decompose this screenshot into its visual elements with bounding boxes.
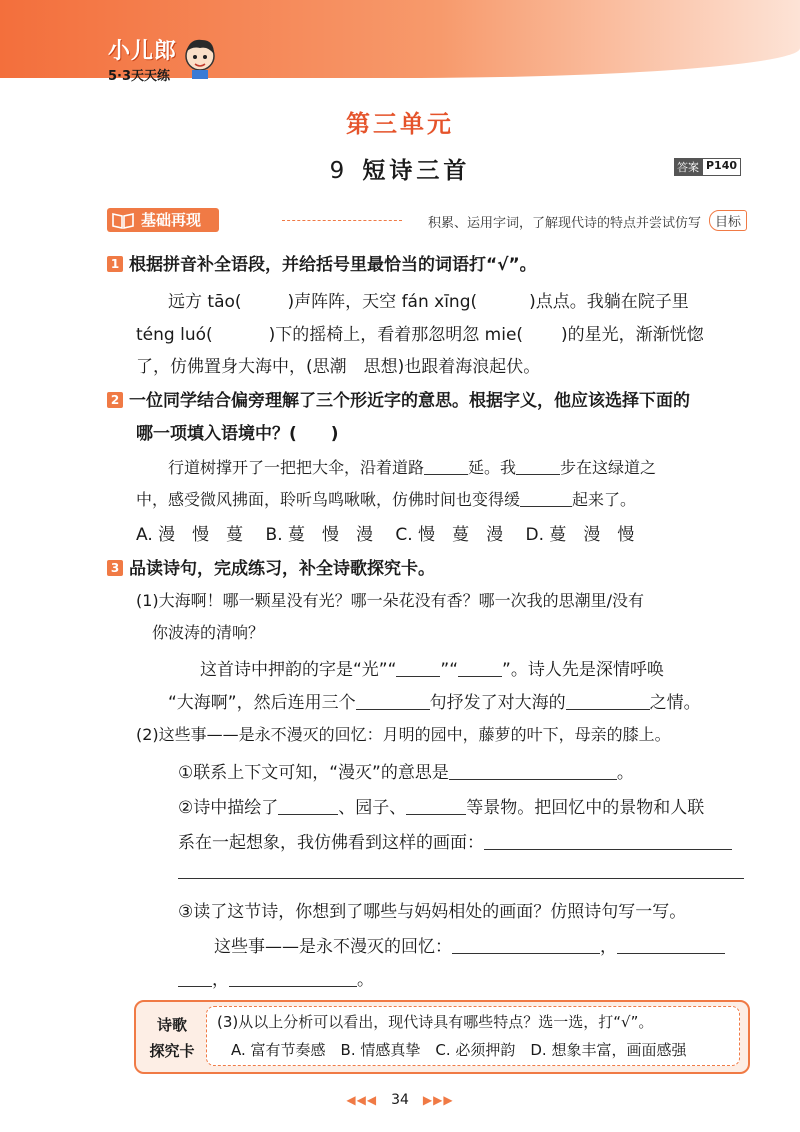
q3-blank-9[interactable] bbox=[452, 937, 600, 954]
section-name: 基础再现 bbox=[141, 211, 202, 229]
q3-blank-4[interactable] bbox=[566, 693, 650, 710]
q2-prompt-2: 哪一项填入语境中？( ) bbox=[136, 424, 339, 444]
prev-arrows-icon: ◀◀◀ bbox=[346, 1093, 378, 1107]
q1-prompt: 根据拼音补全语段，并给括号里最恰当的词语打“√”。 bbox=[129, 255, 537, 275]
answer-reference bbox=[674, 158, 741, 176]
q3-text: 系在一起想象，我仿佛看到这样的画面： bbox=[178, 833, 484, 853]
q1-text: 远方 tāo( bbox=[168, 292, 242, 312]
q2-context-1 bbox=[168, 455, 800, 478]
q3-prompt-line bbox=[107, 554, 800, 579]
card-question: (3)从以上分析可以看出，现代诗具有哪些特点？选一选，打“√”。 bbox=[217, 1013, 654, 1031]
q3-text: 。 bbox=[616, 763, 634, 783]
page-number: 34 bbox=[391, 1092, 409, 1108]
q3-p2-q1 bbox=[178, 758, 800, 783]
poetry-inquiry-card bbox=[134, 1000, 750, 1074]
q3-poem-1-line-1: (1)大海啊！哪一颗星没有光？哪一朵花没有香？哪一次我的思潮里/没有 bbox=[136, 591, 645, 610]
section-goal: 积累、运用字词，了解现代诗的特点并尝试仿写 bbox=[427, 216, 701, 231]
q3-poem-2: (2)这些事——是永不漫灭的回忆：月明的园中，藤萝的叶下，母亲的膝上。 bbox=[136, 725, 671, 744]
q3-text: ， bbox=[212, 970, 229, 990]
q1-text: téng luó( bbox=[136, 325, 213, 345]
q3-text: 这些事——是永不漫灭的回忆： bbox=[214, 937, 452, 957]
q3-number: 3 bbox=[107, 560, 123, 576]
unit-title: 第三单元 bbox=[346, 110, 454, 138]
q3-blank-7[interactable] bbox=[406, 798, 466, 815]
next-arrows-icon: ▶▶▶ bbox=[422, 1093, 454, 1107]
q1-line-3: 了，仿佛置身大海中，(思潮 思想)也跟着海浪起伏。 bbox=[136, 357, 541, 377]
q2-text: 延。我 bbox=[468, 458, 517, 477]
q2-number: 2 bbox=[107, 392, 123, 408]
q3-blank-5[interactable] bbox=[449, 763, 617, 780]
q1-number: 1 bbox=[107, 256, 123, 272]
lesson-number: 9 bbox=[329, 158, 349, 184]
q3-blank-6[interactable] bbox=[278, 798, 338, 815]
q2-prompt-line bbox=[107, 386, 800, 411]
q3-prompt: 品读诗句，完成练习，补全诗歌探究卡。 bbox=[129, 559, 435, 579]
q2-text: 行道树撑开了一把把大伞，沿着道路 bbox=[168, 458, 425, 477]
q3-text: ， bbox=[600, 937, 617, 957]
page-footer bbox=[0, 1092, 800, 1108]
q3-text: ”“ bbox=[440, 660, 459, 680]
q3-p2-q3-line-1 bbox=[214, 932, 800, 957]
q3-p2-q3-line-2 bbox=[178, 965, 800, 990]
q2-blank-2[interactable] bbox=[516, 458, 560, 475]
q3-poem-1-line-2: 你波涛的清响？ bbox=[152, 623, 265, 642]
q3-blank-12[interactable] bbox=[229, 970, 357, 987]
q3-p2-q3: ③读了这节诗，你想到了哪些与妈妈相处的画面？仿照诗句写一写。 bbox=[178, 902, 687, 922]
q3-text: ②诗中描绘了 bbox=[178, 798, 279, 818]
q3-text: 这首诗中押韵的字是“光”“ bbox=[200, 660, 397, 680]
q3-text: ”。诗人先是深情呼唤 bbox=[502, 660, 664, 680]
q1-text: )下的摇椅上，看着那忽明忽 mie( bbox=[268, 325, 524, 345]
q3-blank-1[interactable] bbox=[396, 660, 440, 677]
logo-main-text: 小儿郎 bbox=[108, 39, 178, 64]
q1-text: )的星光，渐渐恍惚 bbox=[561, 325, 704, 345]
q3-text: 等景物。把回忆中的景物和人联 bbox=[466, 798, 705, 818]
card-label bbox=[144, 1012, 200, 1064]
book-icon bbox=[111, 210, 135, 230]
q3-answer-line[interactable] bbox=[178, 862, 744, 879]
q3-blank-8[interactable] bbox=[484, 833, 732, 850]
q2-prompt-1: 一位同学结合偏旁理解了三个形近字的意思。根据字义，他应该选择下面的 bbox=[129, 391, 690, 411]
lesson-name: 短诗三首 bbox=[362, 158, 471, 184]
q2-text: 起来了。 bbox=[572, 490, 637, 509]
q1-text: )声阵阵，天空 fán xīng( bbox=[287, 292, 478, 312]
goal-tag: 目标 bbox=[709, 210, 747, 231]
section-header bbox=[107, 208, 747, 234]
brand-logo bbox=[108, 34, 177, 84]
q3-p1-q1 bbox=[200, 655, 800, 680]
q3-p1-q2 bbox=[168, 688, 800, 713]
q3-blank-10[interactable] bbox=[617, 937, 725, 954]
q2-blank-3[interactable] bbox=[520, 490, 572, 507]
logo-sub-text: 5·3天天练 bbox=[108, 69, 171, 84]
q2-blank-1[interactable] bbox=[424, 458, 468, 475]
q3-text: 之情。 bbox=[649, 693, 701, 713]
card-label-1: 诗歌 bbox=[156, 1016, 187, 1034]
q3-p2-q2 bbox=[178, 793, 800, 818]
q1-line-1 bbox=[168, 287, 800, 312]
section-divider bbox=[282, 220, 402, 221]
q3-blank-2[interactable] bbox=[458, 660, 502, 677]
q1-line-2 bbox=[136, 320, 800, 345]
q2-options: A. 漫 慢 蔓 B. 蔓 慢 漫 C. 慢 蔓 漫 D. 蔓 漫 慢 bbox=[136, 525, 635, 545]
q3-p2-q2-cont bbox=[178, 828, 800, 853]
q2-context-2 bbox=[136, 487, 800, 510]
card-options[interactable]: A. 富有节奏感 B. 情感真挚 C. 必须押韵 D. 想象丰富，画面感强 bbox=[231, 1041, 687, 1059]
q3-blank-11[interactable] bbox=[178, 970, 212, 987]
card-label-2: 探究卡 bbox=[149, 1042, 195, 1060]
q3-text: ①联系上下文可知，“漫灭”的意思是 bbox=[178, 763, 449, 783]
mascot-icon bbox=[180, 36, 220, 80]
answer-page: P140 bbox=[702, 158, 741, 176]
q3-text: “大海啊”，然后连用三个 bbox=[168, 693, 356, 713]
q1-prompt-line bbox=[107, 250, 800, 275]
q3-text: 句抒发了对大海的 bbox=[429, 693, 566, 713]
q3-text: 、园子、 bbox=[338, 798, 407, 818]
q2-text: 步在这绿道之 bbox=[560, 458, 657, 477]
section-tag bbox=[107, 208, 219, 232]
answer-label: 答案 bbox=[674, 158, 702, 176]
q3-blank-3[interactable] bbox=[356, 693, 430, 710]
q1-text: )点点。我躺在院子里 bbox=[529, 292, 689, 312]
q3-text: 。 bbox=[357, 970, 374, 990]
card-content bbox=[206, 1006, 740, 1066]
q2-text: 中，感受微风拂面，聆听鸟鸣啾啾，仿佛时间也变得缓 bbox=[136, 490, 521, 509]
